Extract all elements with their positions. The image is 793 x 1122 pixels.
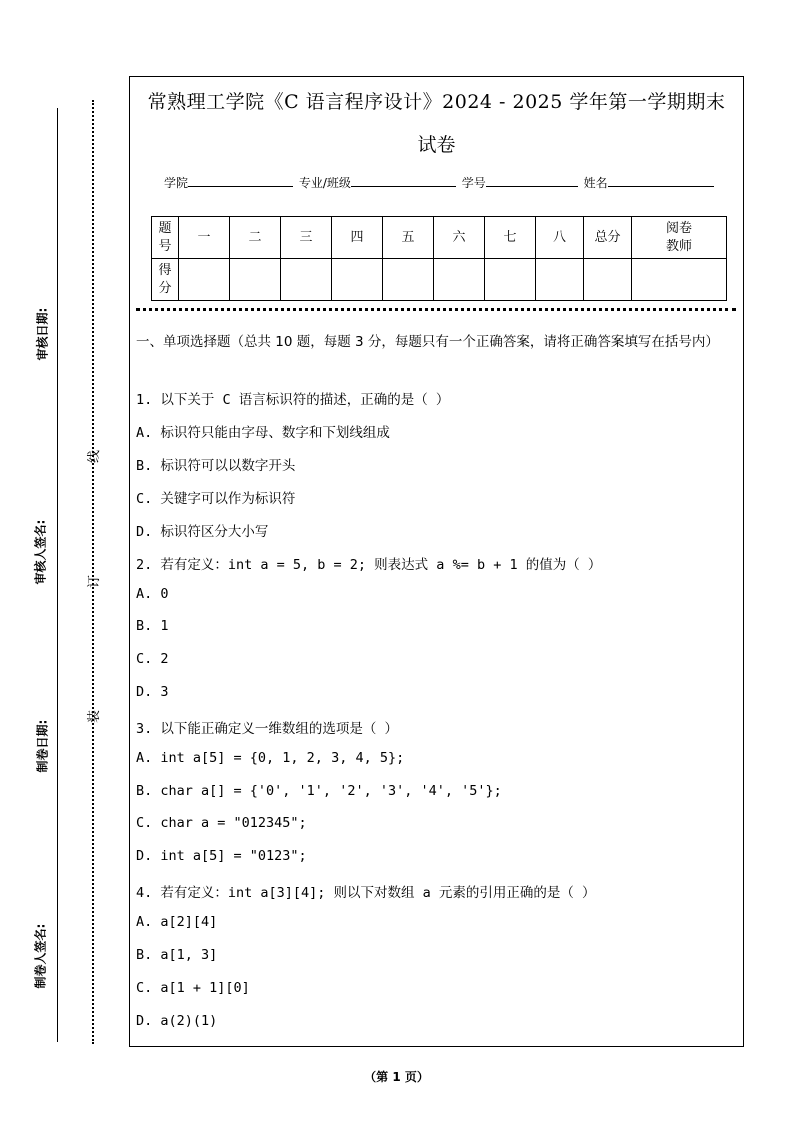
student-id-blank[interactable]: [486, 174, 578, 187]
name-blank[interactable]: [608, 174, 714, 187]
header-cell-8: 八: [536, 217, 584, 259]
paper-maker-signature-label: 制卷人签名:: [33, 923, 48, 989]
exam-title-continued: 试卷: [417, 134, 456, 156]
score-cell[interactable]: [332, 259, 383, 301]
bind-char-bind: 装: [87, 709, 103, 724]
section-heading: 一、单项选择题（总共 10 题，每题 3 分，每题只有一个正确答案，请将正确答案填写在括号内）: [136, 334, 719, 350]
score-table: [151, 216, 727, 301]
question-line: 4. 若有定义：int a[3][4]; 则以下对数组 a 元素的引用正确的是（ ）: [136, 885, 596, 901]
option-line: A. 标识符只能由字母、数字和下划线组成: [136, 425, 390, 441]
header-cell-question: 题 号: [152, 217, 179, 259]
score-cell[interactable]: [434, 259, 485, 301]
score-cell[interactable]: [584, 259, 632, 301]
option-line: D. 标识符区分大小写: [136, 524, 269, 540]
option-line: A. 0: [136, 586, 169, 602]
score-cell[interactable]: [485, 259, 536, 301]
bind-char-staple: 订: [87, 574, 103, 589]
header-cell-1: 一: [179, 217, 230, 259]
option-line: C. 2: [136, 651, 169, 667]
student-info-row: [164, 174, 716, 191]
question-line: 2. 若有定义：int a = 5, b = 2; 则表达式 a %= b + 1 的值为（ ）: [136, 557, 602, 573]
header-cell-4: 四: [332, 217, 383, 259]
score-cell[interactable]: [179, 259, 230, 301]
exam-title: 常熟理工学院《C 语言程序设计》2024 - 2025 学年第一学期期末: [147, 91, 726, 113]
paper-date-label: 制卷日期:: [35, 719, 50, 773]
separator-dotted-line: [136, 308, 736, 311]
score-cell[interactable]: [632, 259, 727, 301]
score-table-header-row: [152, 217, 727, 259]
score-cell[interactable]: [230, 259, 281, 301]
option-line: C. 关键字可以作为标识符: [136, 491, 296, 507]
header-cell-total: 总分: [584, 217, 632, 259]
margin-dotted-line: [92, 100, 94, 1044]
margin-solid-line: [57, 108, 58, 1042]
header-cell-6: 六: [434, 217, 485, 259]
question-line: 3. 以下能正确定义一维数组的选项是（ ）: [136, 721, 399, 737]
option-line: B. 1: [136, 618, 169, 634]
reviewer-signature-label: 审核人签名:: [33, 519, 48, 585]
page-number: （第 1 页）: [364, 1070, 429, 1084]
score-row-label: 得 分: [152, 259, 179, 301]
score-table-score-row: [152, 259, 727, 301]
score-cell[interactable]: [383, 259, 434, 301]
option-line: B. a[1, 3]: [136, 947, 218, 963]
header-cell-2: 二: [230, 217, 281, 259]
option-line: A. a[2][4]: [136, 914, 218, 930]
option-line: D. int a[5] = "0123";: [136, 848, 307, 864]
question-line: 1. 以下关于 C 语言标识符的描述，正确的是（ ）: [136, 392, 450, 408]
header-cell-5: 五: [383, 217, 434, 259]
option-line: D. a(2)(1): [136, 1013, 218, 1029]
exam-frame: [129, 76, 744, 1047]
score-cell[interactable]: [536, 259, 584, 301]
option-line: A. int a[5] = {0, 1, 2, 3, 4, 5};: [136, 750, 405, 766]
name-label: 姓名: [583, 176, 608, 190]
college-label: 学院: [164, 176, 189, 190]
header-cell-3: 三: [281, 217, 332, 259]
option-line: B. 标识符可以以数字开头: [136, 458, 296, 474]
major-blank[interactable]: [351, 174, 456, 187]
college-blank[interactable]: [188, 174, 293, 187]
header-cell-grader: 阅卷 教师: [632, 217, 727, 259]
major-label: 专业/班级: [298, 176, 351, 190]
option-line: C. a[1 + 1][0]: [136, 980, 250, 996]
bind-char-line: 线: [87, 449, 103, 464]
option-line: D. 3: [136, 684, 169, 700]
review-date-label: 审核日期:: [35, 307, 50, 361]
option-line: C. char a = "012345";: [136, 815, 307, 831]
option-line: B. char a[] = {'0', '1', '2', '3', '4', '5'};: [136, 783, 502, 799]
header-cell-7: 七: [485, 217, 536, 259]
score-cell[interactable]: [281, 259, 332, 301]
student-id-label: 学号: [461, 176, 486, 190]
